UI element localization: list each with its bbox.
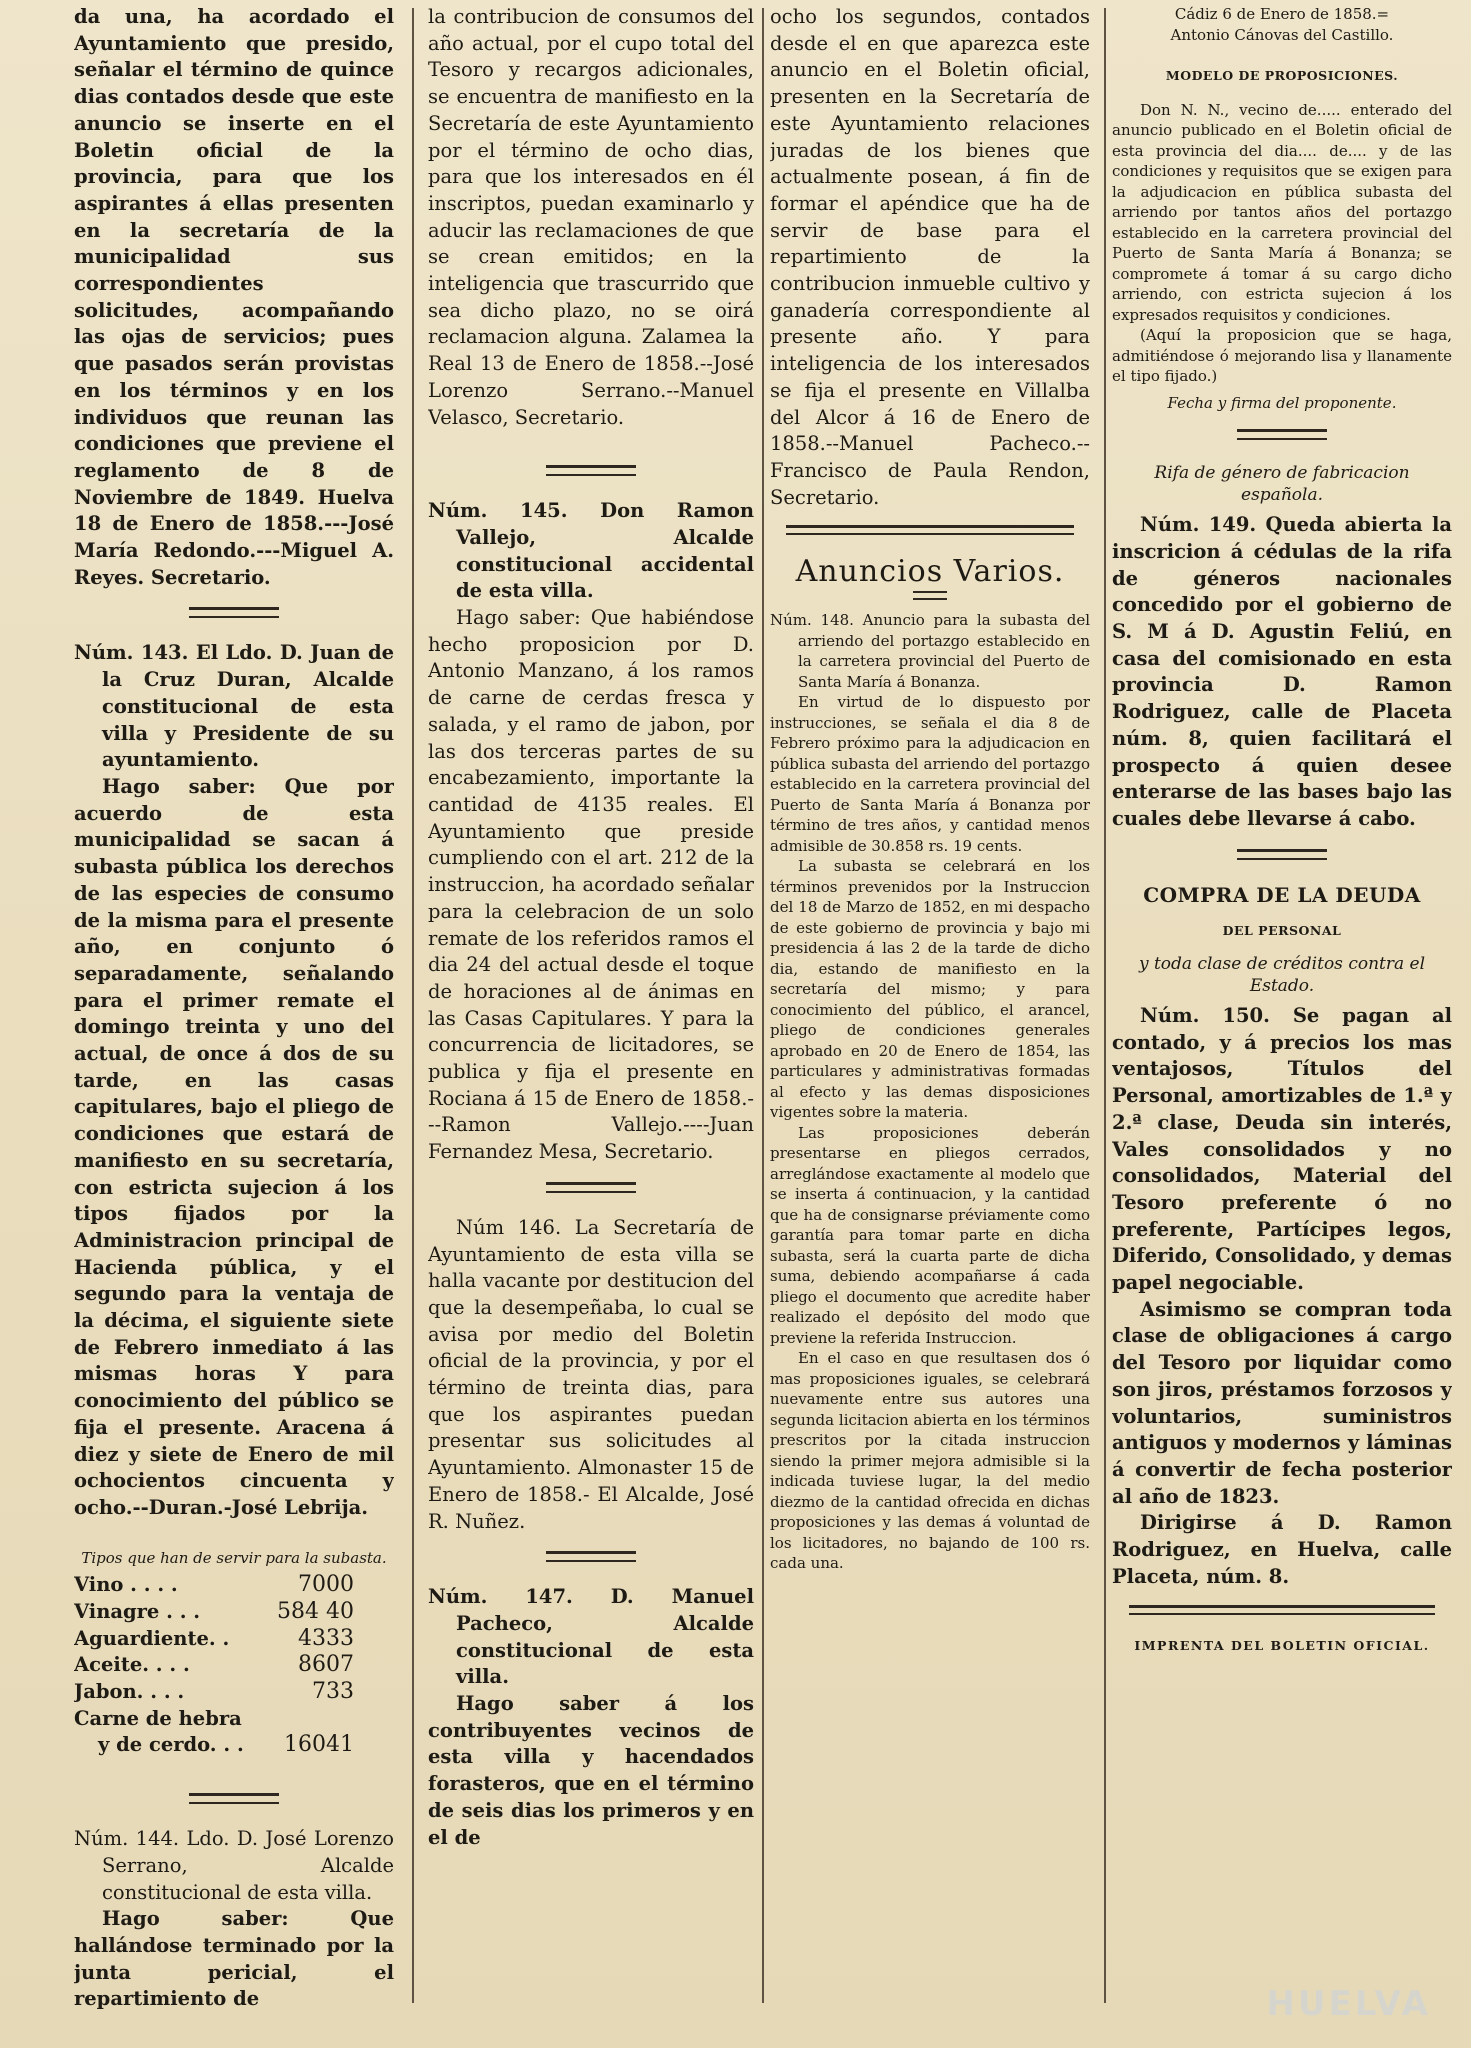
notice-148-paragraph: En virtud de lo dispuesto por instrucciones, se señala el dia 8 de Febrero próximo para la adjudicacion en pública subasta del arriendo del portazgo establecido en la carretera provincial del Puerto de Santa María á Bonanza por término de tres años, y cantidad menos admisible de 30.858 rs. 19 cents. <box>770 693 1090 855</box>
table-row: Carne de hebra <box>74 1706 242 1730</box>
column-4 <box>1112 4 1452 2048</box>
notice-145-body: Hago saber: Que habiéndose hecho proposicion por D. Antonio Manzano, á los ramos de carne de cerdas fresca y salada, y el ramo de jabon, por las dos terceras partes de su encabezamiento, importante la cantidad de 4135 reales. El Ayuntamiento que preside cumpliendo con el art. 212 de la instruccion, ha acordado señalar para la celebracion de un solo remate de los referidos ramos el dia 24 del actual desde el toque de horaciones al de ánimas en las Casas Capitulares. Y para la concurrencia de licitadores, se publica y fija el presente en Rociana á 15 de Enero de 1858.---Ramon Vallejo.----Juan Fernandez Mesa, Secretario. <box>428 606 754 1164</box>
separator <box>189 607 279 618</box>
column-rule <box>412 8 414 2003</box>
watermark-logo: HUELVA <box>1266 1984 1431 2024</box>
table-row: y de cerdo. . . 16041 <box>98 1732 354 1758</box>
column-2 <box>428 4 754 2048</box>
separator <box>1237 849 1327 860</box>
separator <box>189 1793 279 1804</box>
table-row: Aguardiente. . 4333 <box>74 1625 354 1651</box>
fecha-firma: Fecha y firma del proponente. <box>1167 393 1397 412</box>
compra-title: COMPRA DE LA DEUDA <box>1143 882 1421 907</box>
notice-143-heading: Núm. 143. El Ldo. D. Juan de la Cruz Duran, Alcalde constitucional de esta villa y Presidente de su ayuntamiento. <box>74 641 394 772</box>
notice-150-paragraph: Dirigirse á D. Ramon Rodriguez, en Huelva, calle Placeta, núm. 8. <box>1112 1511 1452 1588</box>
table-row: Aceite. . . . 8607 <box>74 1652 354 1678</box>
rifa-title: Rifa de género de fabricacion española. <box>1154 463 1410 506</box>
modelo-title: MODELO DE PROPOSICIONES. <box>1165 68 1399 83</box>
notice-text: ocho los segundos, contados desde el en que aparezca este anuncio en el Boletin oficial, presenten en la Secretaría de este Ayuntamiento relaciones juradas de los bienes que actualmente posean, á fin de formar el apéndice que ha de servir de base para el repartimiento de la contribucion inmueble cultivo y ganadería correspondiente al presente año. Y para inteligencia de los interesados se fija el presente en Villalba del Alcor á 16 de Enero de 1858.--Manuel Pacheco.--Francisco de Paula Rendon, Secretario. <box>770 5 1090 509</box>
notice-146: Núm 146. La Secretaría de Ayuntamiento de esta villa se halla vacante por destitucion del que la desempeñaba, lo cual se avisa por medio del Boletin oficial de la provincia, y por el término de treinta dias, para que los aspirantes puedan presentar sus solicitudes al Ayuntamiento. Almonaster 15 de Enero de 1858.- El Alcalde, José R. Nuñez. <box>428 1215 754 1533</box>
title-underline <box>913 591 947 600</box>
tipos-table <box>74 1572 394 1759</box>
compra-subtitle: DEL PERSONAL <box>1222 923 1342 939</box>
notice-145-heading: Núm. 145. Don Ramon Vallejo, Alcalde constitucional accidental de esta villa. <box>428 499 754 603</box>
imprenta-footer: IMPRENTA DEL BOLETIN OFICIAL. <box>1134 1637 1430 1653</box>
tipos-title: Tipos que han de servir para la subasta. <box>81 1548 387 1567</box>
notice-149: Núm. 149. Queda abierta la inscricion á cédulas de la rifa de géneros nacionales concedido por el gobierno de S. M á D. Agustin Feliú, en casa del comisionado en esta provincia D. Ramon Rodriguez, calle de Placeta núm. 8, quien facilitará el prospecto á quien desee enterarse de las bases bajo las cuales debe llevarse á cabo. <box>1112 513 1452 830</box>
modelo-body: Don N. N., vecino de..... enterado del anuncio publicado en el Boletin oficial de esta provincia del dia.... de.... y de las condiciones y requisitos que se exigen para la adjudicacion en pública subasta del arriendo por tantos años del portazgo establecido en la carretera provincial del Puerto de Santa María á Bonanza; se compromete á tomar á su cargo dicho arriendo, con estricta sujecion á los expresados requisitos y condiciones. <box>1112 100 1452 324</box>
column-rule <box>1104 8 1106 2003</box>
notice-150-paragraph: Núm. 150. Se pagan al contado, y á precios los mas ventajosos, Títulos del Personal, amortizables de 1.ª y 2.ª clase, Deuda sin interés, Vales consolidados y no consolidados, Material del Tesoro preferente ó no preferente, Partícipes legos, Diferido, Consolidado, y demas papel negociable. <box>1112 1004 1452 1295</box>
compra-subtitle-2: y toda clase de créditos contra el Estado. <box>1138 954 1426 997</box>
column-rule <box>762 8 764 2003</box>
notice-144-body: Hago saber: Que hallándose terminado por la junta pericial, el repartimiento de <box>74 1907 394 2011</box>
separator <box>546 1551 636 1562</box>
dateline: Cádiz 6 de Enero de 1858.= <box>1174 5 1390 23</box>
notice-148-heading: Núm. 148. Anuncio para la subasta del arriendo del portazgo establecido en la carretera provincial del Puerto de Santa María á Bonanza. <box>770 611 1090 691</box>
column-1 <box>74 4 394 2048</box>
notice-144-heading: Núm. 144. Ldo. D. José Lorenzo Serrano, Alcalde constitucional de esta villa. <box>74 1827 394 1904</box>
table-row: Vinagre . . . 584 40 <box>74 1598 354 1624</box>
notice-text: la contribucion de consumos del año actual, por el cupo total del Tesoro y recargos adicionales, se encuentra de manifiesto en la Secretaría de este Ayuntamiento por el término de ocho dias, para que los interesados en él inscriptos, puedan examinarlo y aducir las reclamaciones de que se crean emitidos; en la inteligencia que trascurrido que sea dicho plazo, no se oirá reclamacion alguna. Zalamea la Real 13 de Enero de 1858.--José Lorenzo Serrano.--Manuel Velasco, Secretario. <box>428 5 754 429</box>
separator <box>786 525 1074 535</box>
notice-147-heading: Núm. 147. D. Manuel Pacheco, Alcalde constitucional de esta villa. <box>428 1585 754 1689</box>
table-row: Vino . . . . 7000 <box>74 1572 354 1598</box>
notice-148-paragraph: En el caso en que resultasen dos ó mas proposiciones iguales, se celebrará nuevamente entre sus autores una segunda licitacion abierta en los términos prescritos por la citada instruccion siendo la primer mejora admisible si la indicada tuviese lugar, la del medio diezmo de la cantidad ofrecida en dichas proposiciones y las demas á voluntad de los licitadores, no bajando de 100 rs. cada una. <box>770 1349 1090 1573</box>
notice-148-paragraph: Las proposiciones deberán presentarse en pliegos cerrados, arreglándose exactamente al modelo que se inserta á continuacion, y la cantidad que ha de consignarse préviamente como garantía para tomar parte en dicha subasta, será la cuarta parte de dicha suma, debiendo acompañarse á cada pliego el documento que acredite haber realizado el depósito del modo que previene la referida Instruccion. <box>770 1123 1090 1347</box>
column-3 <box>770 4 1090 2048</box>
separator <box>1129 1605 1435 1615</box>
separator <box>546 1182 636 1193</box>
separator <box>1237 429 1327 440</box>
signer: Antonio Cánovas del Castillo. <box>1170 25 1394 44</box>
separator <box>546 465 636 476</box>
notice-text: da una, ha acordado el Ayuntamiento que presido, señalar el término de quince dias contados desde que este anuncio se inserte en el Boletin oficial de la provincia, para que los aspirantes á ellas presenten en la secretaría de la municipalidad sus correspondientes solicitudes, acompañando las ojas de servicios; pues que pasados serán provistas en los términos y en los individuos que reunan las condiciones que previene el reglamento de 8 de Noviembre de 1849. Huelva 18 de Enero de 1858.---José María Redondo.---Miguel A. Reyes. Secretario. <box>74 5 394 589</box>
modelo-note: (Aquí la proposicion que se haga, admitiéndose ó mejorando lisa y llanamente el tipo fijado.) <box>1112 326 1452 386</box>
table-row: Jabon. . . . 733 <box>74 1678 354 1704</box>
section-title-anuncios: Anuncios Varios. <box>795 554 1065 590</box>
notice-143-body: Hago saber: Que por acuerdo de esta municipalidad se sacan á subasta pública los derechos de las especies de consumo de la misma para el presente año, en conjunto ó separadamente, señalando para el primer remate el domingo treinta y uno del actual, de once á dos de su tarde, en las casas capitulares, bajo el pliego de condiciones que estará de manifiesto en su secretaría, con estricta sujecion á los tipos fijados por la Administracion principal de Hacienda pública, y el segundo para la ventaja de la décima, el siguiente siete de Febrero inmediato á las mismas horas Y para conocimiento del público se fija el presente. Aracena á diez y siete de Enero de mil ochocientos cincuenta y ocho.--Duran.-José Lebrija. <box>74 774 394 1519</box>
notice-150-paragraph: Asimismo se compran toda clase de obligaciones á cargo del Tesoro por liquidar como son jiros, préstamos forzosos y voluntarios, suministros antiguos y modernos y láminas á convertir de fecha posterior al año de 1823. <box>1112 1297 1452 1508</box>
notice-147-body: Hago saber á los contribuyentes vecinos de esta villa y hacendados forasteros, que en el término de seis dias los primeros y en el de <box>428 1692 754 1849</box>
notice-148-paragraph: La subasta se celebrará en los términos prevenidos por la Instruccion del 18 de Marzo de 1852, en mi despacho de este gobierno de provincia y bajo mi presidencia á las 2 de la tarde de dicho dia, estando de manifiesto en la secretaría del mismo; y para conocimiento del público, el arancel, pliego de condiciones generales aprobado en 20 de Enero de 1854, las particulares y administrativas formadas al efecto y las demas disposiciones vigentes sobre la materia. <box>770 857 1090 1122</box>
